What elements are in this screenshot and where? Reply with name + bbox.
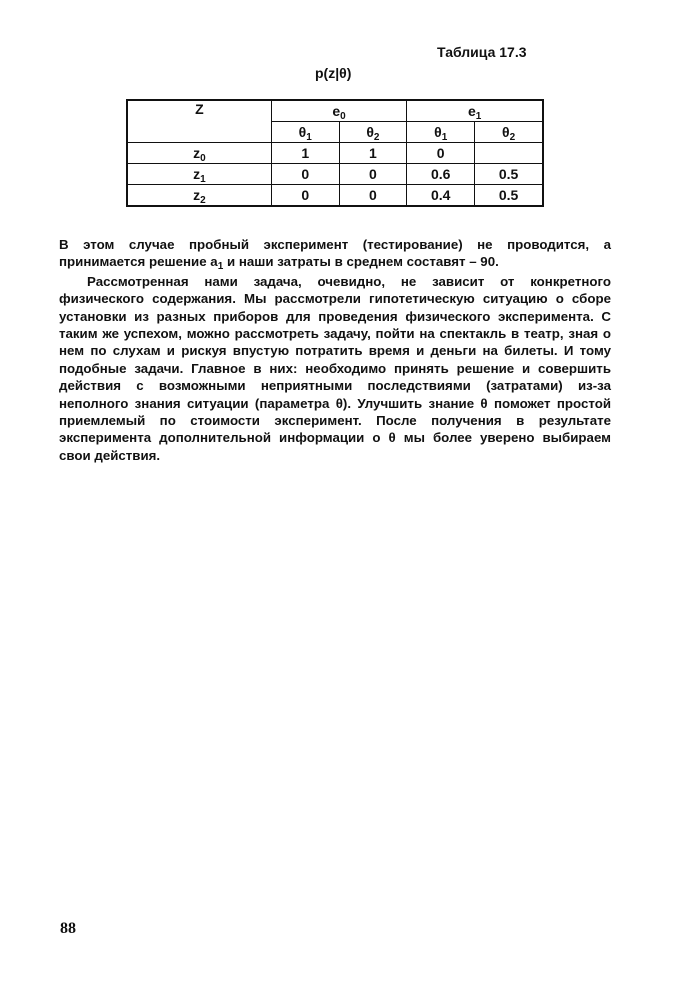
subheader-cell [339, 122, 407, 143]
row-header [127, 185, 271, 207]
paragraph-2: Рассмотренная нами задача, очевидно, не зависит от конкретного физического содержания. Мы рассмотрели гипотетическую ситуацию о сборе установки из разных приборов для проведения физического эксперимента. С таким же успехом, можно рассмотреть задачу, пойти на спектакль в театр, зная о нем по слухам и рискуя впустую потратить время и деньги на билеты. И тому подобные задачи. Главное в них: необходимо принять решение и совершить действия с возможными неприятными последствиями (затратами) из-за неполного знания ситуации (параметра θ). Улучшить знание θ поможет простой приемлемый по стоимости эксперимент. После получения в результате эксперимента дополнительной информации о θ мы более уверено выбираем свои действия. [59, 273, 611, 463]
group-header-text: e [467, 103, 476, 119]
row-header-sub: 0 [200, 153, 206, 164]
table-cell: 0 [339, 164, 407, 185]
probability-table [126, 99, 544, 207]
table-cell: 0.5 [475, 185, 543, 207]
page-number: 88 [60, 920, 76, 937]
subheader-text: θ [366, 124, 374, 140]
table-row [127, 164, 543, 185]
group-header-text: e [332, 103, 341, 119]
table-cell: 0 [271, 164, 339, 185]
group-header-e0 [271, 100, 406, 122]
subheader-sub: 2 [509, 132, 516, 143]
row-header [127, 164, 271, 185]
subheader-cell [407, 122, 475, 143]
table-row [127, 185, 543, 207]
subheader-cell [475, 122, 543, 143]
table-cell: 1 [271, 143, 339, 164]
table-cell: 0.4 [407, 185, 475, 207]
subheader-sub: 2 [373, 132, 380, 143]
group-header-sub: 0 [340, 111, 346, 122]
table-cell: 1 [339, 143, 407, 164]
subheader-text: θ [434, 124, 442, 140]
subheader-text: θ [501, 124, 510, 140]
table-cell: 0.5 [475, 164, 543, 185]
row-header-text: z [193, 145, 201, 161]
paragraph-1-sub: 1 [217, 261, 224, 273]
row-header-sub: 1 [200, 174, 206, 185]
group-header-sub: 1 [475, 111, 482, 122]
table-label: Таблица 17.3 [437, 44, 527, 60]
table-header-row [127, 100, 543, 122]
row-header-text: z [193, 166, 201, 182]
corner-header: Z [127, 100, 271, 143]
paragraph-1-text-end: и наши затраты в среднем составят – 90. [223, 254, 499, 270]
row-header-text: z [193, 187, 201, 203]
body-text [59, 236, 611, 464]
group-header-e1 [407, 100, 543, 122]
table-cell: 0.6 [407, 164, 475, 185]
paragraph-1 [59, 236, 611, 273]
row-header [127, 143, 271, 164]
table-cell: 0 [407, 143, 475, 164]
table-row [127, 143, 543, 164]
paragraph-1-text: В этом случае пробный эксперимент (тестирование) не проводится, а принимается решение a [59, 237, 611, 270]
table-cell [475, 143, 543, 164]
table-cell: 0 [271, 185, 339, 207]
table-title: p(z|θ) [315, 65, 352, 81]
subheader-text: θ [298, 124, 307, 140]
subheader-sub: 1 [306, 132, 312, 143]
table-cell: 0 [339, 185, 407, 207]
subheader-cell [271, 122, 339, 143]
subheader-sub: 1 [441, 132, 448, 143]
row-header-sub: 2 [200, 195, 206, 206]
